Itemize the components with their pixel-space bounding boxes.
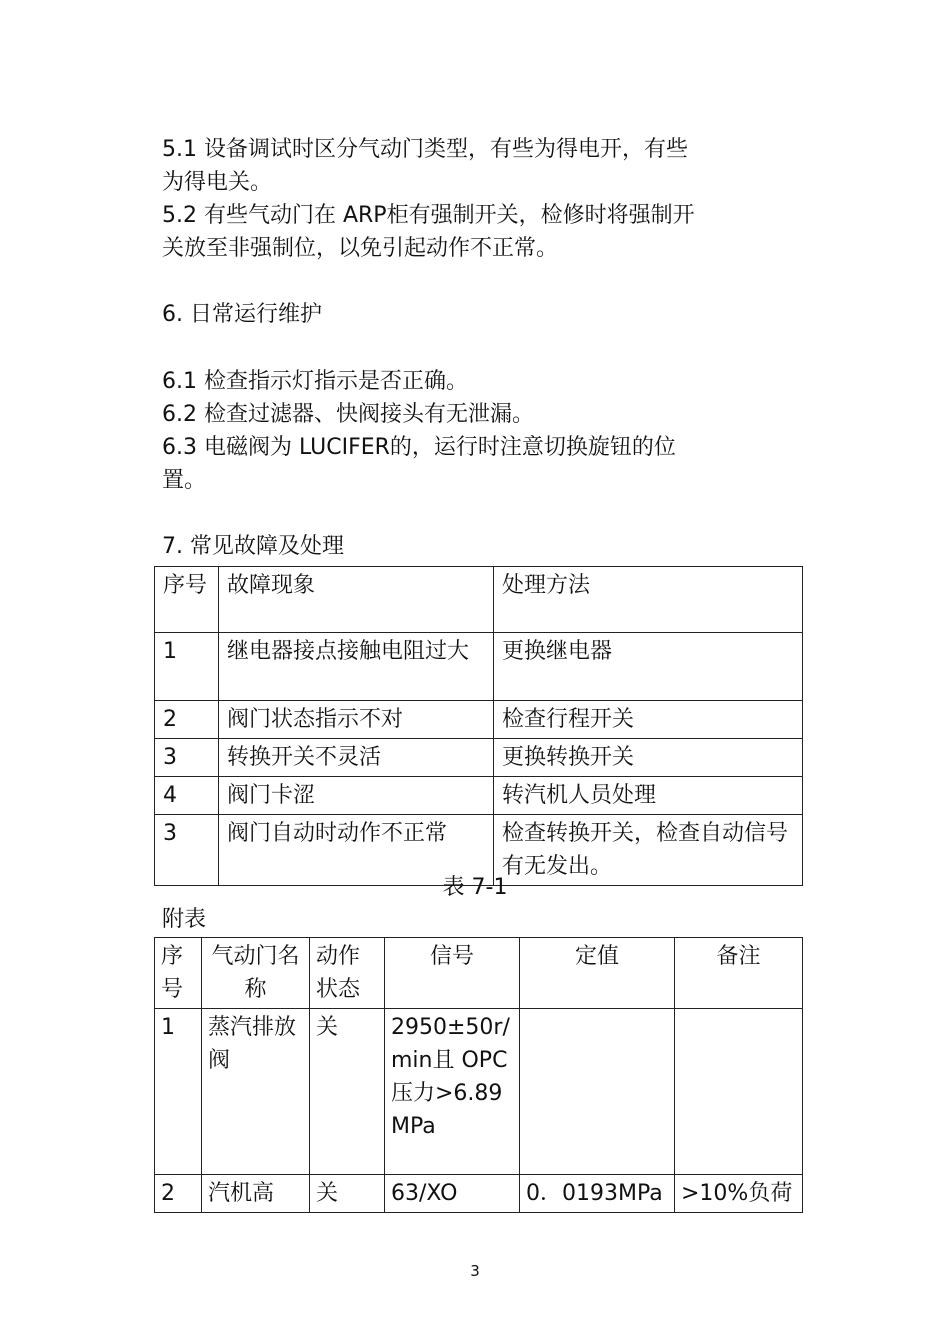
table-cell: 阀门状态指示不对 xyxy=(219,701,494,739)
header-cell: 故障现象 xyxy=(219,567,494,633)
appendix-table xyxy=(154,937,803,1213)
table-row xyxy=(155,1175,803,1213)
fault-table xyxy=(154,566,803,886)
table-row xyxy=(155,701,803,739)
table-cell: 检查转换开关，检查自动信号有无发出。 xyxy=(494,815,803,886)
paragraph-line: 5.1 设备调试时区分气动门类型，有些为得电开，有些 xyxy=(162,137,688,162)
header-cell: 定值 xyxy=(520,938,675,1009)
table-cell: 关 xyxy=(310,1175,385,1213)
paragraph-line: 关放至非强制位，以免引起动作不正常。 xyxy=(162,236,559,261)
table-cell: 阀门卡涩 xyxy=(219,777,494,815)
table-cell: 转汽机人员处理 xyxy=(494,777,803,815)
table-cell: 3 xyxy=(155,739,219,777)
table-caption: 表 7-1 xyxy=(442,875,508,900)
header-cell: 处理方法 xyxy=(494,567,803,633)
table-cell: 0．0193MPa xyxy=(520,1175,675,1213)
table-cell: 2950±50r/min且 OPC压力>6.89MPa xyxy=(385,1009,520,1175)
table-cell xyxy=(520,1009,675,1175)
header-cell: 序号 xyxy=(155,567,219,633)
table-cell xyxy=(675,1009,803,1175)
section-heading: 6. 日常运行维护 xyxy=(162,302,322,327)
paragraph-line: 5.2 有些气动门在 ARP柜有强制开关，检修时将强制开 xyxy=(162,203,695,228)
table-cell: 关 xyxy=(310,1009,385,1175)
table-cell: 汽机高 xyxy=(202,1175,310,1213)
appendix-title: 附表 xyxy=(162,907,207,932)
table-cell: 更换转换开关 xyxy=(494,739,803,777)
table-cell: 1 xyxy=(155,1009,202,1175)
table-cell: 更换继电器 xyxy=(494,633,803,701)
table-cell: >10%负荷 xyxy=(675,1175,803,1213)
table-cell: 63/XO xyxy=(385,1175,520,1213)
page-number: 3 xyxy=(470,1262,480,1280)
table-cell: 转换开关不灵活 xyxy=(219,739,494,777)
table-cell: 阀门自动时动作不正常 xyxy=(219,815,494,886)
table-cell: 2 xyxy=(155,1175,202,1213)
header-cell: 备注 xyxy=(675,938,803,1009)
table-cell: 蒸汽排放阀 xyxy=(202,1009,310,1175)
header-cell: 序号 xyxy=(155,938,202,1009)
header-cell: 气动门名称 xyxy=(202,938,310,1009)
table-cell: 1 xyxy=(155,633,219,701)
table-row xyxy=(155,739,803,777)
table-cell: 检查行程开关 xyxy=(494,701,803,739)
paragraph-line: 置。 xyxy=(162,468,207,493)
header-cell: 信号 xyxy=(385,938,520,1009)
paragraph-line: 6.1 检查指示灯指示是否正确。 xyxy=(162,369,468,394)
table-cell: 2 xyxy=(155,701,219,739)
table-cell: 继电器接点接触电阻过大 xyxy=(219,633,494,701)
paragraph-line: 6.3 电磁阀为 LUCIFER的，运行时注意切换旋钮的位 xyxy=(162,435,676,460)
table-cell: 3 xyxy=(155,815,219,886)
header-cell: 动作状态 xyxy=(310,938,385,1009)
table-row xyxy=(155,777,803,815)
paragraph-line: 为得电关。 xyxy=(162,170,273,195)
table-header-row xyxy=(155,567,803,633)
paragraph-line: 6.2 检查过滤器、快阀接头有无泄漏。 xyxy=(162,402,534,427)
table-row xyxy=(155,1009,803,1175)
table-row xyxy=(155,633,803,701)
table-header-row xyxy=(155,938,803,1009)
table-cell: 4 xyxy=(155,777,219,815)
section-heading: 7. 常见故障及处理 xyxy=(162,534,344,559)
